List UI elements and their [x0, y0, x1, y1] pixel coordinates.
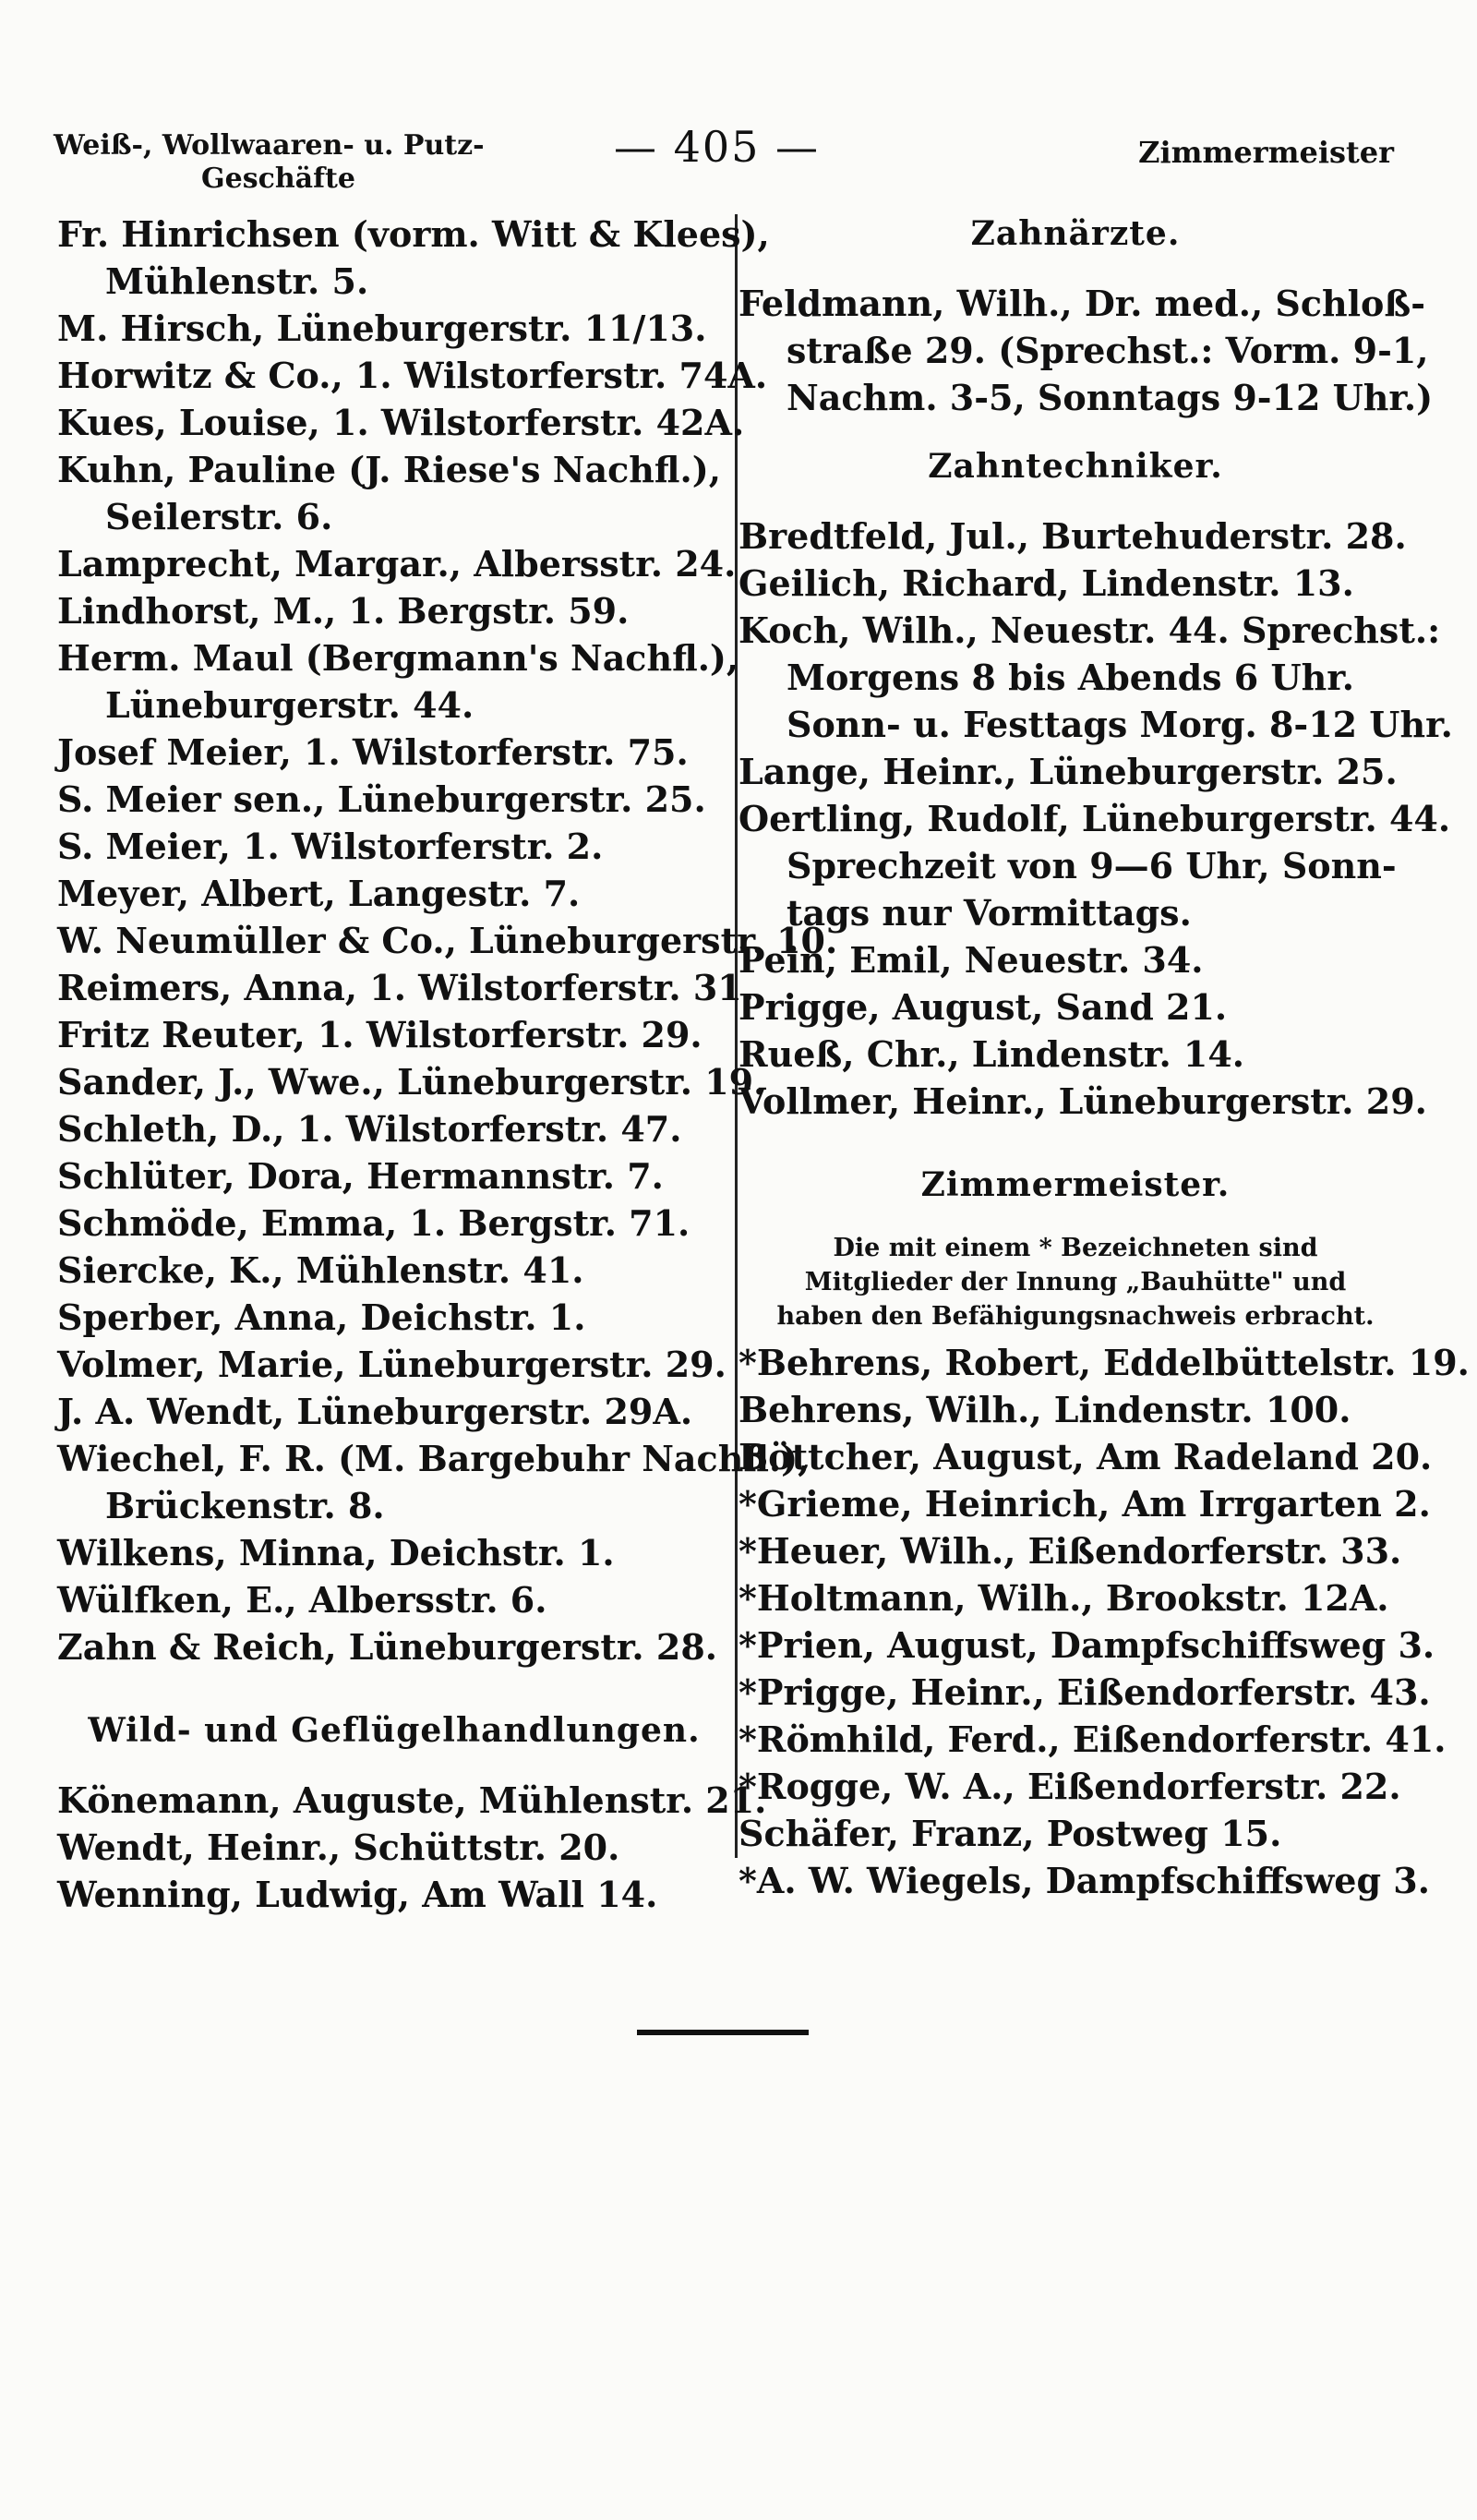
entry-line: *Heuer, Wilh., Eißendorferstr. 33. [738, 1530, 1402, 1572]
section-heading-zimmermeister: Zimmermeister. [920, 1165, 1231, 1204]
directory-entry [738, 1810, 1412, 1857]
entry-continuation-line: Seilerstr. 6. [105, 496, 333, 537]
entry-line: Feldmann, Wilh., Dr. med., Schloß- [738, 283, 1426, 324]
entry-line: Wenning, Ludwig, Am Wall 14. [57, 1874, 658, 1915]
entry-line: Kuhn, Pauline (J. Riese's Nachfl.), [57, 449, 721, 490]
entry-line: Lamprecht, Margar., Albersstr. 24. [57, 543, 737, 585]
directory-entry [57, 1247, 731, 1294]
section-heading-wild: Wild- und Geflügelhandlungen. [88, 1711, 701, 1750]
directory-entry [57, 446, 731, 540]
entry-line: W. Neumüller & Co., Lüneburgerstr. 10. [57, 920, 838, 961]
entry-line: *Behrens, Robert, Eddelbüttelstr. 19. [738, 1342, 1470, 1383]
directory-entry [738, 1857, 1430, 1904]
entry-line: Horwitz & Co., 1. Wilstorferstr. 74A. [57, 355, 768, 396]
note-line: Die mit einem * Bezeichneten sind [833, 1234, 1318, 1262]
directory-entry [57, 352, 768, 399]
entry-line: Schmöde, Emma, 1. Bergstr. 71. [57, 1202, 690, 1244]
left-column [57, 211, 838, 1918]
entry-line: Sander, J., Wwe., Lüneburgerstr. 19. [57, 1061, 766, 1103]
entry-line: Schleth, D., 1. Wilstorferstr. 47. [57, 1108, 682, 1150]
entry-continuation-line: Brückenstr. 8. [105, 1485, 385, 1526]
zahnaerzte-list [738, 280, 1434, 421]
directory-entry [57, 776, 731, 823]
directory-entry [57, 1435, 811, 1529]
entry-line: Könemann, Auguste, Mühlenstr. 21. [57, 1779, 767, 1821]
directory-entry [57, 1152, 731, 1200]
entry-line: Josef Meier, 1. Wilstorferstr. 75. [57, 731, 689, 773]
entry-line: Reimers, Anna, 1. Wilstorferstr. 31. [57, 967, 754, 1008]
directory-entry [738, 1078, 1427, 1125]
entry-line: Prigge, August, Sand 21. [738, 986, 1228, 1028]
directory-entry [57, 1341, 731, 1388]
entry-line: M. Hirsch, Lüneburgerstr. 11/13. [57, 307, 707, 349]
entry-line: Lindhorst, M., 1. Bergstr. 59. [57, 590, 630, 632]
page-header [0, 122, 1477, 212]
entry-line: Wendt, Heinr., Schüttstr. 20. [57, 1827, 620, 1868]
directory-entry [57, 1388, 731, 1435]
directory-entry [738, 1339, 1470, 1386]
section-heading-zahntechniker: Zahntechniker. [928, 447, 1223, 486]
directory-entry [57, 1576, 731, 1623]
running-head-left-line1: Weiß-, Wollwaaren- u. Putz- [54, 129, 485, 162]
page-number: — 405 — [614, 122, 821, 172]
directory-entry [57, 964, 754, 1011]
directory-entry [57, 540, 737, 587]
entry-line: *Prigge, Heinr., Eißendorferstr. 43. [738, 1671, 1431, 1713]
directory-entry [57, 1623, 731, 1670]
entry-line: Wiechel, F. R. (M. Bargebuhr Nachfl.), [57, 1438, 811, 1479]
zahntechniker-list [738, 512, 1453, 1125]
directory-entry [57, 1294, 731, 1341]
column-divider [735, 214, 738, 1858]
directory-entry [738, 1763, 1412, 1810]
entry-line: *Prien, August, Dampfschiffsweg 3. [738, 1624, 1435, 1666]
directory-entry [57, 1824, 731, 1871]
entry-line: Schäfer, Franz, Postweg 15. [738, 1813, 1282, 1854]
directory-entry [738, 1669, 1431, 1716]
left-entries-list [57, 211, 838, 1670]
entry-continuation-line: straße 29. (Sprechst.: Vorm. 9-1, [787, 330, 1429, 371]
entry-line: Sperber, Anna, Deichstr. 1. [57, 1296, 586, 1338]
directory-entry [738, 1433, 1433, 1480]
entry-continuation-line: tags nur Vormittags. [787, 892, 1192, 934]
directory-entry [738, 1574, 1412, 1622]
entry-line: Böttcher, August, Am Radeland 20. [738, 1436, 1433, 1477]
directory-entry [738, 1716, 1447, 1763]
directory-entry [738, 1622, 1435, 1669]
directory-entry [738, 1480, 1431, 1527]
directory-entry [738, 1527, 1412, 1574]
entry-continuation-line: Sprechzeit von 9—6 Uhr, Sonn- [787, 845, 1397, 886]
directory-entry [738, 1386, 1412, 1433]
zimmermeister-note [738, 1231, 1412, 1333]
directory-entry [738, 748, 1412, 795]
running-head-left-line2: Geschäfte [201, 163, 355, 195]
entry-line: Behrens, Wilh., Lindenstr. 100. [738, 1389, 1351, 1430]
directory-entry [57, 305, 731, 352]
entry-continuation-line: Lüneburgerstr. 44. [105, 684, 474, 726]
directory-entry [57, 1011, 731, 1058]
directory-entry [57, 587, 731, 634]
entry-line: *A. W. Wiegels, Dampfschiffsweg 3. [738, 1860, 1430, 1901]
entry-line: Zahn & Reich, Lüneburgerstr. 28. [57, 1626, 717, 1668]
entry-line: Lange, Heinr., Lüneburgerstr. 25. [738, 751, 1398, 792]
directory-entry [57, 211, 770, 305]
running-head-left [54, 129, 534, 196]
entry-line: Geilich, Richard, Lindenstr. 13. [738, 562, 1354, 604]
entry-line: J. A. Wendt, Lüneburgerstr. 29A. [57, 1391, 693, 1432]
wild-entries-list [57, 1777, 767, 1918]
entry-line: *Holtmann, Wilh., Brookstr. 12A. [738, 1577, 1389, 1619]
directory-entry [738, 1031, 1412, 1078]
entry-line: Koch, Wilh., Neuestr. 44. Sprechst.: [738, 609, 1441, 651]
directory-entry [738, 512, 1412, 560]
note-line: haben den Befähigungsnachweis erbracht. [776, 1302, 1375, 1331]
directory-entry [738, 560, 1412, 607]
directory-entry [738, 280, 1434, 421]
entry-line: Fritz Reuter, 1. Wilstorferstr. 29. [57, 1014, 702, 1055]
entry-line: S. Meier, 1. Wilstorferstr. 2. [57, 826, 604, 867]
entry-line: Rueß, Chr., Lindenstr. 14. [738, 1033, 1245, 1075]
entry-line: Vollmer, Heinr., Lüneburgerstr. 29. [738, 1080, 1427, 1122]
directory-entry [738, 936, 1412, 983]
entry-line: Bredtfeld, Jul., Burtehuderstr. 28. [738, 515, 1407, 557]
note-line: Mitglieder der Innung „Bauhütte" und [804, 1268, 1347, 1296]
entry-continuation-line: Mühlenstr. 5. [105, 260, 369, 302]
entry-continuation-line: Morgens 8 bis Abends 6 Uhr. [787, 657, 1354, 698]
entry-line: Schlüter, Dora, Hermannstr. 7. [57, 1155, 664, 1197]
directory-entry [738, 607, 1453, 748]
entry-line: *Römhild, Ferd., Eißendorferstr. 41. [738, 1718, 1447, 1760]
entry-continuation-line: Nachm. 3-5, Sonntags 9-12 Uhr.) [787, 377, 1434, 418]
entry-line: *Rogge, W. A., Eißendorferstr. 22. [738, 1766, 1401, 1807]
entry-line: Kues, Louise, 1. Wilstorferstr. 42A. [57, 402, 745, 443]
entry-line: *Grieme, Heinrich, Am Irrgarten 2. [738, 1483, 1431, 1525]
entry-line: Wilkens, Minna, Deichstr. 1. [57, 1532, 615, 1573]
entry-line: Herm. Maul (Bergmann's Nachfl.), [57, 637, 739, 679]
footer-rule [637, 2030, 809, 2035]
directory-entry [57, 1105, 731, 1152]
directory-entry [738, 795, 1451, 936]
entry-line: Volmer, Marie, Lüneburgerstr. 29. [57, 1344, 726, 1385]
directory-entry [57, 1529, 731, 1576]
directory-entry [57, 634, 739, 729]
directory-entry [738, 983, 1412, 1031]
entry-continuation-line: Sonn- u. Festtags Morg. 8-12 Uhr. [787, 704, 1453, 745]
directory-entry [57, 1871, 731, 1918]
entry-line: Fr. Hinrichsen (vorm. Witt & Klees), [57, 213, 770, 255]
running-head-right: Zimmermeister [1138, 135, 1394, 170]
directory-entry [57, 1200, 731, 1247]
directory-entry [57, 1777, 767, 1824]
directory-entry [57, 917, 838, 964]
zimmermeister-list [738, 1339, 1470, 1904]
directory-entry [57, 399, 745, 446]
entry-line: Oertling, Rudolf, Lüneburgerstr. 44. [738, 798, 1451, 839]
entry-line: Meyer, Albert, Langestr. 7. [57, 873, 581, 914]
entry-line: S. Meier sen., Lüneburgerstr. 25. [57, 778, 706, 820]
directory-entry [57, 870, 731, 917]
directory-entry [57, 823, 731, 870]
directory-entry [57, 729, 731, 776]
directory-entry [57, 1058, 766, 1105]
entry-line: Wülfken, E., Albersstr. 6. [57, 1579, 547, 1621]
entry-line: Siercke, K., Mühlenstr. 41. [57, 1249, 584, 1291]
entry-line: Pein, Emil, Neuestr. 34. [738, 939, 1204, 981]
right-column [738, 211, 1470, 1904]
section-heading-zahnaerzte: Zahnärzte. [970, 214, 1181, 253]
